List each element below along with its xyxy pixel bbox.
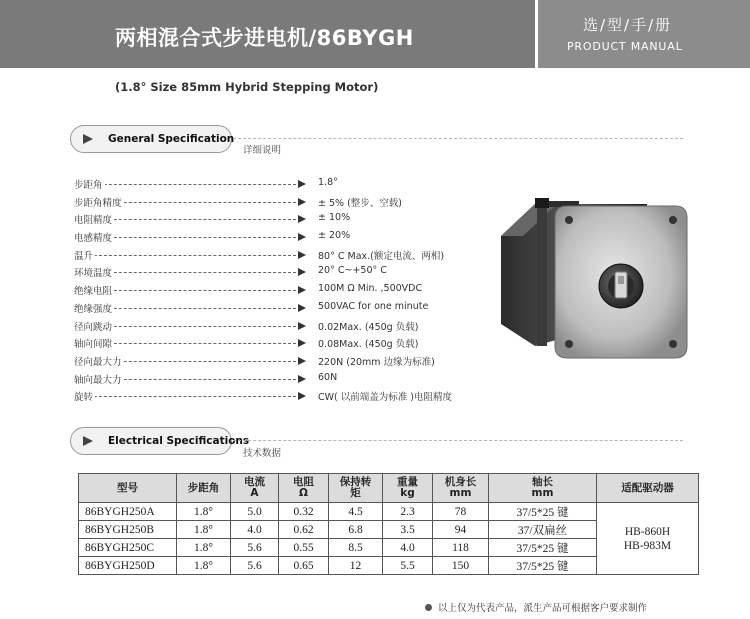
table-cell: 86BYGH250A — [79, 503, 177, 521]
table-cell: 37/5*25 键 — [489, 557, 597, 575]
electrical-spec-label-cn: 技术数据 — [243, 448, 282, 459]
electrical-spec-table — [78, 473, 699, 575]
table-header-cell — [79, 474, 177, 503]
play-arrow-icon — [79, 130, 97, 148]
table-header-cell — [433, 474, 489, 503]
table-cell: 86BYGH250D — [79, 557, 177, 575]
stepper-motor-image — [497, 196, 697, 366]
table-cell: 1.8° — [177, 557, 231, 575]
driver-model: HB-983M — [623, 539, 672, 552]
spec-row — [74, 193, 494, 211]
table-cell: 37/5*25 键 — [489, 539, 597, 557]
header-text: 电流 — [244, 476, 265, 488]
arrow-right-icon — [298, 198, 306, 206]
spec-value: 80° C Max.(额定电流、两相) — [318, 250, 445, 262]
table-header-cell — [279, 474, 329, 503]
header-text: 步距角 — [187, 481, 220, 494]
table-header-cell — [231, 474, 279, 503]
header-bar — [0, 0, 750, 68]
footnote — [425, 600, 647, 614]
table-header-row — [79, 474, 699, 503]
table-cell: 3.5 — [383, 521, 433, 539]
driver-model: HB-860H — [624, 525, 671, 538]
table-cell: 5.0 — [231, 503, 279, 521]
general-spec-label: General Specification — [108, 133, 235, 145]
header-unit: A — [250, 487, 259, 499]
table-cell: 1.8° — [177, 521, 231, 539]
spec-row — [74, 334, 494, 352]
table-cell: 4.5 — [329, 503, 383, 521]
spec-label: 径向跳动 — [74, 319, 114, 333]
spec-value: 500VAC for one minute — [318, 300, 429, 312]
table-cell: 1.8° — [177, 503, 231, 521]
table-header-cell — [329, 474, 383, 503]
header-text: 型号 — [117, 481, 138, 494]
header-unit: kg — [400, 487, 415, 499]
arrow-right-icon — [298, 251, 306, 259]
electrical-spec-heading — [70, 427, 250, 455]
table-cell: 0.32 — [279, 503, 329, 521]
manual-title-en: PRODUCT MANUAL — [567, 40, 683, 53]
table-cell: 8.5 — [329, 539, 383, 557]
header-text: 重量 — [397, 476, 418, 488]
arrow-right-icon — [298, 180, 306, 188]
electrical-spec-label: Electrical Specifications — [108, 435, 250, 447]
spec-list — [74, 175, 494, 405]
table-cell: 94 — [433, 521, 489, 539]
spec-row — [74, 246, 494, 264]
table-cell: 118 — [433, 539, 489, 557]
table-cell: 37/双扁丝 — [489, 521, 597, 539]
spec-label: 步距角 — [74, 177, 105, 191]
spec-value: CW( 以前端盖为标准 )电阻精度 — [318, 392, 452, 404]
table-cell: 86BYGH250B — [79, 521, 177, 539]
header-text: 保持转 — [339, 476, 372, 488]
table-cell: 0.55 — [279, 539, 329, 557]
header-unit: mm — [531, 487, 554, 499]
header-text: 适配驱动器 — [621, 481, 674, 494]
arrow-right-icon — [298, 357, 306, 365]
table-header-cell — [177, 474, 231, 503]
spec-value: 1.8° — [318, 177, 338, 188]
table-cell: 12 — [329, 557, 383, 575]
header-text: 机身长 — [444, 476, 477, 488]
leader-line — [74, 255, 301, 256]
header-text: 电阻 — [293, 476, 314, 488]
spec-value: 220N (20mm 边缘为标准) — [318, 356, 435, 368]
table-cell: 4.0 — [231, 521, 279, 539]
table-cell: 78 — [433, 503, 489, 521]
driver-cell — [597, 503, 699, 575]
spec-label: 绝缘强度 — [74, 301, 114, 315]
footnote-text: 以上仅为代表产品，派生产品可根据客户要求制作 — [438, 603, 648, 614]
spec-label: 步距角精度 — [74, 195, 124, 209]
spec-value: 0.08Max. (450g 负载) — [318, 339, 419, 351]
table-cell: 6.8 — [329, 521, 383, 539]
spec-row — [74, 352, 494, 370]
table-cell: 2.3 — [383, 503, 433, 521]
table-cell: 0.62 — [279, 521, 329, 539]
bullet-icon — [425, 604, 432, 611]
table-cell: 86BYGH250C — [79, 539, 177, 557]
table-header-cell — [597, 474, 699, 503]
header-unit: mm — [449, 487, 472, 499]
play-arrow-icon — [79, 432, 97, 450]
spec-label: 旋转 — [74, 389, 95, 403]
general-spec-label-cn: 详细说明 — [243, 145, 282, 156]
spec-row — [74, 228, 494, 246]
leader-line — [74, 396, 301, 397]
arrow-right-icon — [298, 233, 306, 241]
table-cell: 0.65 — [279, 557, 329, 575]
section-divider — [233, 440, 683, 441]
spec-value: ± 20% — [318, 230, 351, 242]
arrow-right-icon — [298, 375, 306, 383]
table-header-cell — [489, 474, 597, 503]
spec-label: 温升 — [74, 248, 95, 262]
header-text: 轴长 — [532, 476, 553, 488]
arrow-right-icon — [298, 339, 306, 347]
spec-label: 环境温度 — [74, 265, 114, 279]
spec-value: 60N — [318, 371, 338, 383]
spec-label: 径向最大力 — [74, 354, 124, 368]
table-cell: 37/5*25 键 — [489, 503, 597, 521]
arrow-right-icon — [298, 215, 306, 223]
spec-row — [74, 263, 494, 281]
spec-row — [74, 210, 494, 228]
spec-label: 轴向最大力 — [74, 372, 124, 386]
spec-label: 电感精度 — [74, 230, 114, 244]
table-cell: 150 — [433, 557, 489, 575]
manual-title-cn: 选/型/手/册 — [583, 16, 673, 34]
table-cell: 5.5 — [383, 557, 433, 575]
spec-row — [74, 281, 494, 299]
spec-value: ± 10% — [318, 212, 351, 224]
table-cell: 4.0 — [383, 539, 433, 557]
section-divider — [233, 138, 683, 139]
table-row — [79, 503, 699, 521]
table-cell: 1.8° — [177, 539, 231, 557]
spec-label: 电阻精度 — [74, 212, 114, 226]
leader-line — [74, 184, 301, 185]
arrow-right-icon — [298, 322, 306, 330]
spec-row — [74, 317, 494, 335]
spec-row — [74, 175, 494, 193]
general-spec-heading — [70, 125, 235, 153]
arrow-right-icon — [298, 268, 306, 276]
page-title: 两相混合式步进电机/86BYGH — [115, 26, 414, 50]
spec-row — [74, 370, 494, 388]
arrow-right-icon — [298, 304, 306, 312]
spec-row — [74, 299, 494, 317]
header-divider — [535, 0, 538, 68]
arrow-right-icon — [298, 286, 306, 294]
header-unit: Ω — [299, 487, 308, 499]
table-header-cell — [383, 474, 433, 503]
spec-label: 轴向间隙 — [74, 336, 114, 350]
page-subtitle: (1.8° Size 85mm Hybrid Stepping Motor) — [115, 80, 379, 94]
spec-value: 20° C~+50° C — [318, 265, 387, 277]
table-cell: 5.6 — [231, 557, 279, 575]
spec-value: ± 5% (整步、空载) — [318, 197, 402, 209]
header-unit: 矩 — [350, 487, 361, 499]
spec-row — [74, 387, 494, 405]
spec-value: 0.02Max. (450g 负载) — [318, 321, 419, 333]
spec-label: 绝缘电阻 — [74, 283, 114, 297]
spec-value: 100M Ω Min. ,500VDC — [318, 283, 423, 295]
table-cell: 5.6 — [231, 539, 279, 557]
arrow-right-icon — [298, 392, 306, 400]
